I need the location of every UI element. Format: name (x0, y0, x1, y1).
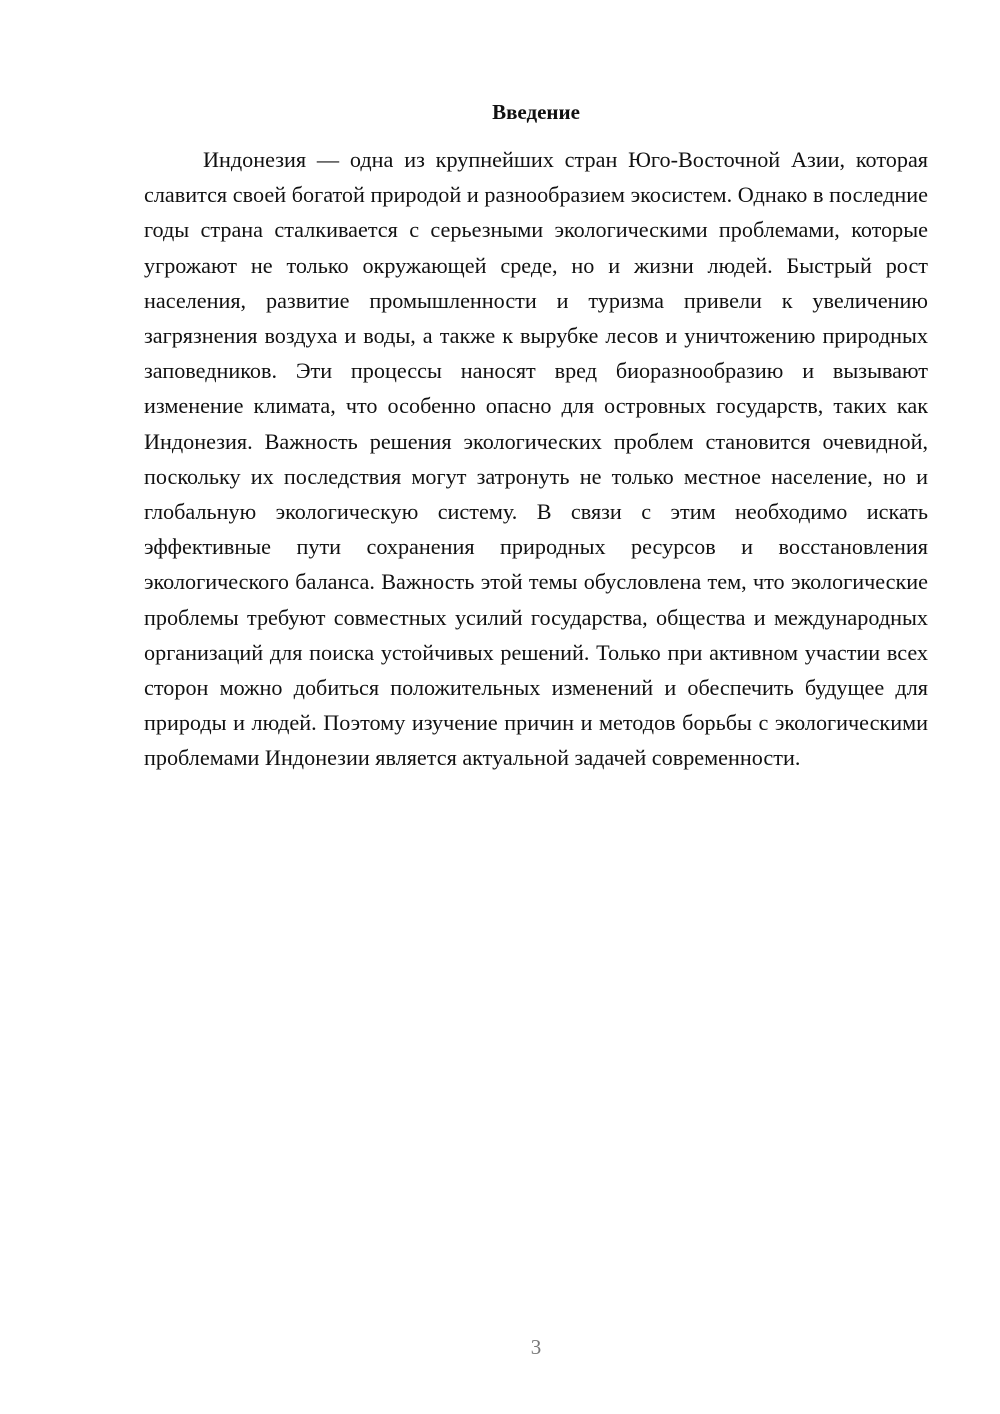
page-number: 3 (530, 1335, 542, 1359)
body-paragraph: Индонезия — одна из крупнейших стран Юго-Восточной Азии, которая славится своей богатой природой и разнообразием экосистем. Однако в последние годы страна сталкивается с серьезными экологическими проблемами, которые угрожают не только окружающей среде, но и жизни людей. Быстрый рост населения, развитие промышленности и туризма привели к увеличению загрязнения воздуха и воды, а также к вырубке лесов и уничтожению природных заповедников. Эти процессы наносят вред биоразнообразию и вызывают изменение климата, что особенно опасно для островных государств, таких как Индонезия. Важность решения экологических проблем становится очевидной, поскольку их последствия могут затронуть не только местное население, но и глобальную экологическую систему. В связи с этим необходимо искать эффективные пути сохранения природных ресурсов и восстановления экологического баланса. Важность этой темы обусловлена тем, что экологические проблемы требуют совместных усилий государства, общества и международных организаций для поиска устойчивых решений. Только при активном участии всех сторон можно добиться положительных изменений и обеспечить будущее для природы и людей. Поэтому изучение причин и методов борьбы с экологическими проблемами Индонезии является актуальной задачей современности. (144, 147, 928, 771)
page-title: Введение (492, 100, 580, 124)
